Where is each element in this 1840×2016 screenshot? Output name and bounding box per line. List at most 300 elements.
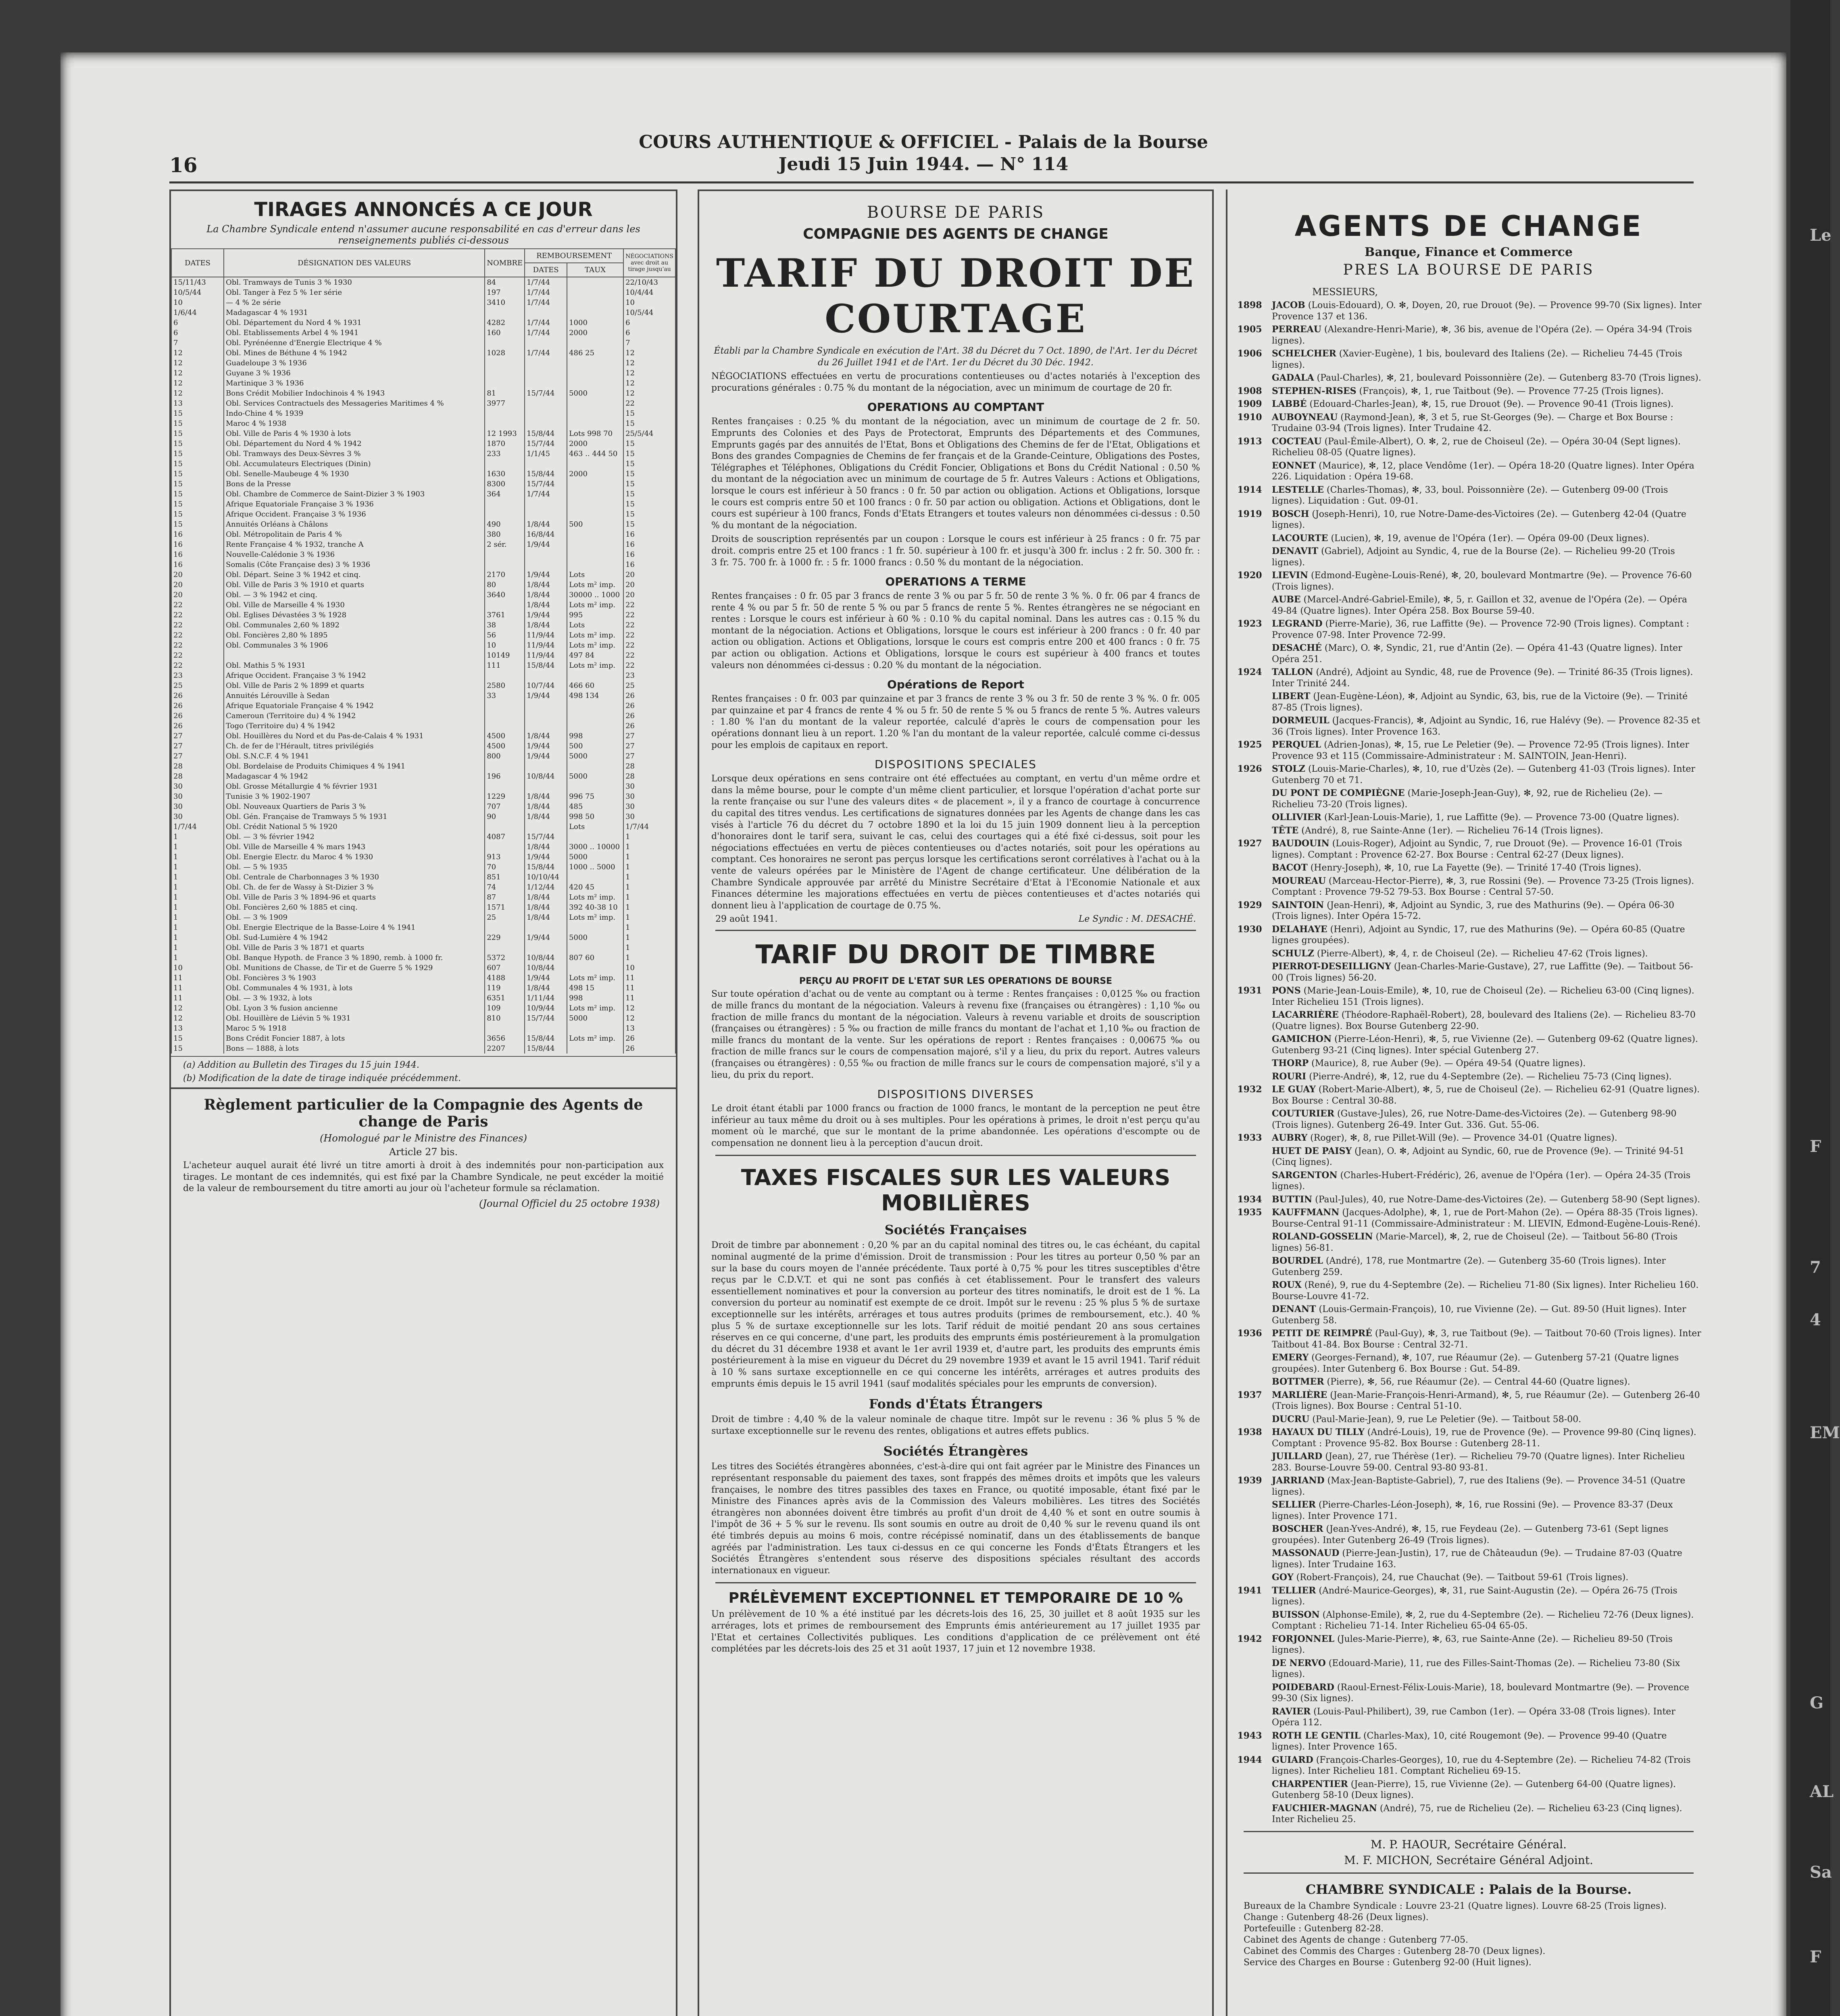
agent-details: (Henry-Joseph), ✻, 10, rue La Fayette (9e). — Trinité 17-40 (Trois lignes).	[1310, 863, 1642, 873]
agent-name: LACARRIÈRE	[1272, 1010, 1339, 1020]
agent-entry	[1227, 1194, 1702, 1206]
table-cell: 23	[623, 671, 675, 681]
agent-details: (Jean), O. ✻, Adjoint au Syndic, 60, rue de Provence (9e). — Trinité 94-51 (Cinq lignes).	[1272, 1146, 1685, 1167]
table-cell: 22	[623, 640, 675, 650]
etr-title: Fonds d'États Étrangers	[869, 1396, 1043, 1412]
table-cell	[525, 419, 567, 429]
agent-entry	[1227, 1207, 1702, 1229]
agent-year	[1227, 1352, 1272, 1375]
courtage-negociations: NÉGOCIATIONS effectuées en vertu de procurations contentieuses ou d'actes notariés à l'exception des procurations générales : 0.75 % du montant de la négociation, avec un minimum de courtage de 20 fr.	[711, 371, 1200, 393]
agent-entry	[1227, 985, 1702, 1008]
tarif-date: 29 août 1941.	[715, 914, 778, 925]
edge-letter: 7	[1810, 1258, 1821, 1277]
agent-details: (Pierre-André), ✻, 12, rue du 4-Septembre (2e). — Richelieu 75-73 (Cinq lignes).	[1309, 1071, 1672, 1082]
table-cell: 1000 .. 5000	[567, 862, 623, 872]
agent-details: (Roger), ✻, 8, rue Pillet-Will (9e). — Provence 34-01 (Quatre lignes).	[1310, 1133, 1617, 1143]
agent-entry	[1227, 1170, 1702, 1192]
agent-entry	[1227, 399, 1702, 410]
agent-details: (Paul-Marie-Jean), 9, rue Le Peletier (9e). — Taitbout 58-00.	[1312, 1414, 1582, 1425]
courtage-title: TARIF DU DROIT DE COURTAGE	[716, 250, 1196, 342]
table-cell: 6	[171, 318, 224, 328]
table-row	[171, 348, 675, 358]
table-cell: 12	[623, 348, 675, 358]
table-cell: 12 1993	[485, 429, 525, 439]
agent-year	[1227, 1779, 1272, 1801]
table-cell: 1	[171, 892, 224, 902]
table-row	[171, 822, 675, 832]
table-cell	[525, 338, 567, 348]
table-cell: Lots m² imp.	[567, 973, 623, 983]
prelevement-title: PRÉLÈVEMENT EXCEPTIONNEL ET TEMPORAIRE DE 10 %	[728, 1590, 1183, 1607]
table-cell	[525, 943, 567, 953]
table-cell: 12	[171, 348, 224, 358]
table-cell: 22	[623, 660, 675, 671]
table-cell: 1/8/44	[525, 902, 567, 912]
table-cell: 56	[485, 630, 525, 640]
agent-year	[1227, 533, 1272, 544]
agent-name: GADALA	[1272, 373, 1314, 383]
table-cell: 16/8/44	[525, 529, 567, 539]
table-cell	[525, 701, 567, 711]
table-row	[171, 368, 675, 378]
table-row	[171, 529, 675, 539]
table-cell: 26	[623, 701, 675, 711]
table-cell: 197	[485, 287, 525, 298]
table-cell: 1	[171, 953, 224, 963]
agent-entry	[1227, 412, 1702, 434]
table-row	[171, 872, 675, 882]
table-cell: 4500	[485, 741, 525, 751]
agent-name: JUILLARD	[1272, 1451, 1323, 1462]
table-cell: 5000	[567, 1013, 623, 1023]
agent-name: STOLZ	[1272, 764, 1305, 774]
table-cell: 12	[623, 1013, 675, 1023]
table-cell	[567, 499, 623, 509]
table-cell: 10	[623, 963, 675, 973]
agent-details: (Pierre), ✻, 56, rue Réaumur (2e). — Central 44-60 (Quatre lignes).	[1327, 1377, 1630, 1387]
table-row	[171, 570, 675, 580]
agent-details: (Jean-Marie-François-Henri-Armand), ✻, 5, rue Réaumur (2e). — Gutenberg 26-40 (Trois lignes). Box Bourse : Central 51-10.	[1272, 1390, 1700, 1411]
table-row	[171, 721, 675, 731]
agent-details: (Jean-Yves-André), ✻, 15, rue Feydeau (2e). — Gutenberg 73-61 (Sept lignes groupées). Inter Gutenberg 26-49 (Trois lignes).	[1272, 1524, 1669, 1545]
table-row	[171, 479, 675, 489]
table-cell: 1/7/44	[525, 318, 567, 328]
table-cell: 12	[171, 388, 224, 398]
agent-name: CHARPENTIER	[1272, 1779, 1348, 1789]
table-cell: Obl. Ch. de fer de Wassy à St-Dizier 3 %	[224, 882, 485, 892]
table-cell: 10/4/44	[623, 287, 675, 298]
table-cell: 15	[623, 479, 675, 489]
table-cell: 490	[485, 519, 525, 529]
agent-year	[1227, 825, 1272, 837]
table-cell: 420 45	[567, 882, 623, 892]
reglement-subtitle: (Homologué par le Ministre des Finances)	[319, 1133, 527, 1144]
agent-details: (Charles-Max), 10, cité Rougemont (9e). — Provence 99-40 (Quatre lignes). Inter Provence 165.	[1272, 1731, 1667, 1752]
agent-name: PIERROT-DESEILLIGNY	[1272, 961, 1391, 972]
agent-details: (Xavier-Eugène), 1 bis, boulevard des Italiens (2e). — Richelieu 74-45 (Trois lignes).	[1272, 349, 1682, 370]
agent-year	[1227, 1500, 1272, 1522]
table-cell: 5000	[567, 388, 623, 398]
table-cell: 2000	[567, 469, 623, 479]
reglement-article: Article 27 bis.	[389, 1146, 458, 1158]
agent-entry	[1227, 1755, 1702, 1777]
table-row	[171, 298, 675, 308]
table-cell: 2170	[485, 570, 525, 580]
agent-details: (Pierre-Charles-Léon-Joseph), ✻, 16, rue Rossini (9e). — Provence 83-37 (Deux lignes). Inter Provence 171.	[1272, 1500, 1673, 1521]
table-row	[171, 378, 675, 388]
table-cell	[525, 368, 567, 378]
agent-year	[1227, 812, 1272, 823]
table-cell: 1/8/44	[525, 892, 567, 902]
agent-details: (Louis-Paul-Philibert), 39, rue Cambon (1er). — Opéra 33-08 (Trois lignes). Inter Opéra 112.	[1272, 1706, 1675, 1728]
table-cell: 497 84	[567, 650, 623, 660]
table-cell: 1/8/44	[525, 912, 567, 923]
agent-details: (André), 178, rue Montmartre (2e). — Gutenberg 35-60 (Trois lignes). Inter Gutenberg 259.	[1272, 1256, 1666, 1277]
agent-year	[1227, 1548, 1272, 1570]
table-cell: 15/7/44	[525, 439, 567, 449]
agent-entry	[1227, 373, 1702, 384]
agent-year	[1227, 876, 1272, 898]
agent-entry	[1227, 812, 1702, 823]
agent-details: (François), ✻, 1, rue Taitbout (9e). — Provence 77-25 (Trois lignes).	[1359, 386, 1664, 396]
agent-name: SARGENTON	[1272, 1170, 1338, 1181]
agent-details: (Jean-Henri), ✻, Adjoint au Syndic, 3, rue des Mathurins (9e). — Opéra 06-30 (Trois lignes). Inter Opéra 15-72.	[1272, 900, 1675, 921]
table-cell: 25	[485, 912, 525, 923]
table-cell: 12	[623, 378, 675, 388]
agent-year: 1944	[1237, 1754, 1262, 1765]
agent-year	[1227, 1280, 1272, 1302]
table-row	[171, 509, 675, 519]
table-cell	[525, 761, 567, 771]
agent-name: EMERY	[1272, 1352, 1309, 1363]
chambre-title: CHAMBRE SYNDICALE : Palais de la Bourse.	[1305, 1881, 1632, 1897]
table-cell: 20	[171, 580, 224, 590]
table-cell: 15	[171, 489, 224, 499]
table-cell: 15/8/44	[525, 469, 567, 479]
prelevement-text: Un prélèvement de 10 % a été institué par les décrets-lois des 16, 25, 30 juillet et 8 août 1935 sur les arrérages, lots et primes de remboursement des Emprunts émis antérieurement au 17 juillet 1935 par l'Etat et certaines Collectivités publiques. Les conditions d'application de ce prélèvement ont été complétées par les décrets-lois des 25 et 31 août 1937, 17 juin et 12 novembre 1938.	[711, 1609, 1200, 1654]
agent-name: OLLIVIER	[1272, 812, 1321, 823]
table-cell: Obl. Energie Electr. du Maroc 4 % 1930	[224, 852, 485, 862]
agent-year	[1227, 1256, 1272, 1278]
table-cell	[224, 650, 485, 660]
agent-details: (Marie-Joseph-Jean-Guy), ✻, 92, rue de Richelieu (2e). — Richelieu 73-20 (Trois lignes).	[1272, 788, 1663, 810]
table-cell: 810	[485, 1013, 525, 1023]
etr-text: Droit de timbre : 4,40 % de la valeur nominale de chaque titre. Impôt sur le revenu : 36 % plus 5 % de surtaxe exceptionnelle sur le revenu des rentes, obligations et autres effets publics.	[711, 1414, 1200, 1436]
table-cell: 1/9/44	[525, 741, 567, 751]
agent-name: LIEVIN	[1272, 570, 1308, 581]
agent-entry	[1227, 460, 1702, 483]
table-cell	[525, 550, 567, 560]
table-cell: 486 25	[567, 348, 623, 358]
agent-details: (Louis-Germain-François), 10, rue Vivienne (2e). — Gut. 89-50 (Huit lignes). Inter Gutenberg 58.	[1272, 1304, 1686, 1326]
col-rdates: DATES	[525, 263, 567, 277]
table-cell: 15	[623, 439, 675, 449]
table-cell: Bons de la Presse	[224, 479, 485, 489]
table-row	[171, 419, 675, 429]
table-cell	[567, 963, 623, 973]
agent-name: GOY	[1272, 1572, 1294, 1583]
table-cell: 6	[623, 328, 675, 338]
table-cell: 1	[623, 892, 675, 902]
table-cell: Obl. Nouveaux Quartiers de Paris 3 %	[224, 802, 485, 812]
table-cell: 16	[623, 539, 675, 550]
table-cell	[485, 761, 525, 771]
table-row	[171, 671, 675, 681]
soc-etr-title: Sociétés Étrangères	[883, 1443, 1028, 1459]
table-cell: 5000	[567, 852, 623, 862]
agent-details: (Théodore-Raphaël-Robert), 28, boulevard des Italiens (2e). — Richelieu 83-70 (Quatre lignes). Box Bourse Gutenberg 22-90.	[1272, 1010, 1696, 1031]
report-text: Rentes françaises : 0 fr. 003 par quinzaine et par 3 francs de rente 3 % ou 3 fr. 50 de rente 3 % %. 0 fr. 005 par quinzaine et par 4 francs de rente 4 % ou 5 fr. 50 de rente 5 % ou 5 francs de rente 5 %. Autres valeurs : 1.80 % l'an du montant de la valeur reportée, calculé d'après le cours de compensation pour les opérations donnant lieu à un report. 1.20 % l'an du montant de la valeur reportée, calculé comme ci-dessus pour les emplois de capitaux en report.	[711, 694, 1200, 750]
table-cell: 10/8/44	[525, 953, 567, 963]
table-cell: 233	[485, 449, 525, 459]
agent-details: (Jean-Pierre), 15, rue Vivienne (2e). — Gutenberg 64-00 (Quatre lignes). Gutenberg 58-10 (Deux lignes).	[1272, 1779, 1676, 1800]
table-cell: Somalis (Côte Française des) 3 % 1936	[224, 560, 485, 570]
table-cell: 15	[171, 469, 224, 479]
table-row	[171, 459, 675, 469]
table-cell: 23	[171, 671, 224, 681]
table-cell	[567, 509, 623, 519]
edge-letter: Le	[1810, 226, 1832, 245]
agent-details: (Louis-Edouard), O. ✻, Doyen, 20, rue Drouot (9e). — Provence 99-70 (Six lignes). Inter Provence 137 et 136.	[1272, 300, 1702, 322]
agent-entry	[1227, 1572, 1702, 1583]
table-cell: 4188	[485, 973, 525, 983]
table-cell: Obl. Houillère de Liévin 5 % 1931	[224, 1013, 485, 1023]
report-title: Opérations de Report	[887, 678, 1024, 691]
agent-year: 1936	[1237, 1328, 1262, 1339]
agent-entry	[1227, 1328, 1702, 1350]
agent-entry	[1227, 1133, 1702, 1144]
table-cell: 26	[171, 691, 224, 701]
table-row	[171, 741, 675, 751]
table-cell: Obl. Foncières 3 % 1903	[224, 973, 485, 983]
agent-year	[1227, 1658, 1272, 1680]
agent-name: COUTURIER	[1272, 1108, 1335, 1119]
agent-entry	[1227, 862, 1702, 874]
fr-text: Droit de timbre par abonnement : 0,20 % par an du capital nominal des titres ou, le cas échéant, du capital nominal augmenté de la prime d'émission. Droit de transmission : Pour les titres au porteur 0,50 % par an sur la base du cours moyen de l'année précédente. Taux porté à 0,75 % pour les titres susceptibles d'être reçus par le C.D.V.T. et qui ne sont pas confiés à cet établissement. Pour le transfert des valeurs essentiellement nominatives et pour la conversion au porteur des titres nominatifs, le droit est de 1 %. La conversion du porteur au nominatif est exempte de ce droit. Impôt sur le revenu : 25 % plus 5 % de surtaxe exceptionnelle sur les intérêts, arrérages et tous autres produits (primes de remboursement, etc.). 40 % plus 5 % de surtaxe exceptionnelle sur les lots. Tarif réduit de moitié pendant 20 ans sous certaines réserves en ce qui concerne, d'une part, les produits des emprunts émis postérieurement à la promulgation du décret du 31 décembre 1938 et avant le 1er avril 1939 et, d'autre part, les produits des emprunts émis postérieurement à la mise en vigueur du Décret du 29 novembre 1939 et avant le 15 avril 1941. Tarif réduit à 10 % sans surtaxe exceptionnelle en ce qui concerne les intérêts, arrérages et autres produits des emprunts émis depuis le 15 avril 1941 (sauf modalités spéciales pour les emprunts de conversion).	[711, 1240, 1200, 1389]
agent-name: DUCRU	[1272, 1414, 1310, 1425]
table-cell: 16	[171, 529, 224, 539]
fr-title: Sociétés Françaises	[884, 1222, 1027, 1238]
agent-details: (Paul-Émile-Albert), O. ✻, 2, rue de Choiseul (2e). — Opéra 30-04 (Sept lignes). Richelieu 08-05 (Quatre lignes).	[1272, 436, 1681, 458]
agent-name: LE GUAY	[1272, 1084, 1316, 1095]
table-cell: 10/8/44	[525, 963, 567, 973]
agent-entry	[1227, 948, 1702, 960]
table-cell: Obl. Bordelaise de Produits Chimiques 4 % 1941	[224, 761, 485, 771]
table-cell	[525, 671, 567, 681]
agent-name: MOUREAU	[1272, 875, 1326, 886]
terme-title: OPERATIONS A TERME	[885, 575, 1026, 589]
agent-details: (André-Louis), 19, rue de Provence (9e). — Provence 99-80 (Cinq lignes). Comptant : Provence 95-82. Box Bourse : Gutenberg 28-11.	[1272, 1427, 1696, 1449]
table-cell: Obl. Houillères du Nord et du Pas-de-Calais 4 % 1931	[224, 731, 485, 741]
table-cell: 1028	[485, 348, 525, 358]
agent-name: SAINTOIN	[1272, 900, 1324, 910]
terme-text: Rentes françaises : 0 fr. 05 par 3 francs de rente 3 % ou par 5 fr. 50 de rente 3 % %. 0 fr. 06 par 4 francs de rente 4 % ou par 5 fr. 50 de rente 5 % ou par 5 francs de rente 5 %. Rentes étrangères ne se négociant en rentes : Lorsque le cours est inférieur à 60 % : 0.10 % du capital nominal. Dans les autres cas : 0.15 % du montant de la négociation. Actions et Obligations, lorsque le cours est inférieur à 200 francs : 0 fr. 40 par action ou obligation. Actions et Obligations, lorsque le cours est compris entre 200 et 400 francs : 0 fr. 75 par action ou obligation. Actions et Obligations, lorsque le cours est supérieur à 400 francs et toutes valeurs non dénommées ci-dessus : 0.20 % du montant de la négociation.	[711, 591, 1200, 671]
table-cell: 20	[171, 590, 224, 600]
speciales-title: DISPOSITIONS SPECIALES	[875, 758, 1037, 771]
agent-name: DE NERVO	[1272, 1658, 1326, 1668]
table-cell: Bons Crédit Foncier 1887, à lots	[224, 1033, 485, 1043]
table-cell: 87	[485, 892, 525, 902]
table-row	[171, 398, 675, 408]
table-cell: 1/7/44	[171, 822, 224, 832]
table-cell: 22	[623, 600, 675, 610]
agent-year	[1227, 1108, 1272, 1131]
agent-details: (Louis-Marie-Charles), ✻, 10, rue d'Uzès (2e). — Gutenberg 41-03 (Trois lignes). Inter Gutenberg 70 et 71.	[1272, 764, 1696, 785]
table-cell	[567, 489, 623, 499]
note-a: (a) Addition au Bulletin des Tirages du 15 juin 1944.	[183, 1060, 419, 1070]
agent-year: 1938	[1237, 1427, 1262, 1437]
table-row	[171, 640, 675, 650]
table-cell: 11	[623, 973, 675, 983]
table-cell: 30	[623, 791, 675, 802]
table-cell	[567, 338, 623, 348]
agent-name: TELLIER	[1272, 1585, 1316, 1596]
agent-entry	[1227, 436, 1702, 458]
table-cell: 1	[171, 882, 224, 892]
table-cell	[567, 479, 623, 489]
agent-details: (Jean), 27, rue Thérèse (1er). — Richelieu 79-70 (Quatre lignes). Inter Richelieu 283. Bourse-Louvre 59-00. Central 93-80 93-81.	[1272, 1452, 1685, 1473]
table-row	[171, 963, 675, 973]
table-row	[171, 691, 675, 701]
table-row	[171, 882, 675, 892]
table-cell	[525, 1023, 567, 1033]
agent-details: (Pierre-Jean-Justin), 17, rue de Châteaudun (9e). — Trudaine 87-03 (Quatre lignes). Inter Trudaine 163.	[1272, 1548, 1682, 1570]
table-cell	[567, 368, 623, 378]
agent-year	[1227, 1706, 1272, 1729]
table-cell: Obl. Tramways des Deux-Sèvres 3 %	[224, 449, 485, 459]
table-cell: 12	[171, 378, 224, 388]
agent-details: (Edouard-Charles-Jean), ✻, 15, rue Drouot (9e). — Provence 90-41 (Trois lignes).	[1309, 399, 1674, 409]
table-cell: 22	[623, 620, 675, 630]
table-cell: 1/9/44	[525, 852, 567, 862]
agent-name: LEGRAND	[1272, 619, 1323, 629]
agent-year	[1227, 594, 1272, 616]
agent-name: DORMEUIL	[1272, 715, 1329, 726]
chambre-line: Change : Gutenberg 48-26 (Deux lignes).	[1244, 1912, 1429, 1922]
table-cell: 1	[623, 882, 675, 892]
table-cell: Lots m² imp.	[567, 600, 623, 610]
table-cell: Obl. Senelle-Maubeuge 4 % 1930	[224, 469, 485, 479]
table-cell: Lots m² imp.	[567, 630, 623, 640]
chambre-line: Portefeuille : Gutenberg 82-28.	[1244, 1923, 1384, 1934]
table-cell: 10/7/44	[525, 681, 567, 691]
agent-year: 1920	[1237, 570, 1262, 581]
header-date: Jeudi 15 Juin 1944. — N° 114	[778, 154, 1069, 175]
agent-year: 1914	[1237, 484, 1262, 495]
table-cell: 1229	[485, 791, 525, 802]
table-cell	[567, 872, 623, 882]
table-row	[171, 953, 675, 963]
agent-year: 1906	[1237, 348, 1262, 359]
table-cell: 1	[623, 902, 675, 912]
table-cell: Togo (Territoire du) 4 % 1942	[224, 721, 485, 731]
table-row	[171, 781, 675, 791]
table-cell: 27	[171, 741, 224, 751]
table-cell: 80	[485, 580, 525, 590]
table-row	[171, 650, 675, 660]
table-cell: Obl. Département du Nord 4 % 1931	[224, 318, 485, 328]
chambre-line: Cabinet des Commis des Charges : Gutenberg 28-70 (Deux lignes).	[1244, 1946, 1546, 1956]
table-cell: 1	[623, 852, 675, 862]
agent-entry	[1227, 1524, 1702, 1546]
table-cell: Obl. Ville de Marseille 4 % 1930	[224, 600, 485, 610]
agent-name: SCHULZ	[1272, 948, 1314, 959]
table-cell	[485, 338, 525, 348]
agent-name: LABBÉ	[1272, 399, 1307, 409]
table-cell: 1	[623, 933, 675, 943]
table-cell: 12	[171, 1003, 224, 1013]
agent-name: RAVIER	[1272, 1706, 1311, 1717]
table-row	[171, 862, 675, 872]
agent-name: THORP	[1272, 1058, 1309, 1068]
messieurs-label: MESSIEURS,	[1312, 286, 1378, 298]
table-cell: 15/8/44	[525, 660, 567, 671]
table-cell: 22	[623, 630, 675, 640]
agent-entry	[1227, 1451, 1702, 1473]
agent-year: 1931	[1237, 985, 1262, 996]
agent-entry	[1227, 1548, 1702, 1570]
table-cell: Obl. — 3 % 1932, à lots	[224, 993, 485, 1003]
agent-entry	[1227, 300, 1702, 322]
table-cell: 1	[623, 832, 675, 842]
agent-details: (Paul-Charles), ✻, 21, boulevard Poissonnière (2e). — Gutenberg 83-70 (Trois lignes).	[1317, 373, 1701, 383]
tarif-syndic: Le Syndic : M. DESACHÉ.	[1078, 914, 1196, 925]
table-row	[171, 993, 675, 1003]
table-row	[171, 681, 675, 691]
table-cell: 1/9/44	[525, 751, 567, 761]
agent-year	[1227, 1010, 1272, 1032]
table-cell: 500	[567, 741, 623, 751]
top-rule	[169, 181, 1694, 183]
table-cell: Obl. Communales 3 % 1906	[224, 640, 485, 650]
table-cell	[567, 721, 623, 731]
table-cell: 1/1/45	[525, 449, 567, 459]
table-cell: 15	[171, 419, 224, 429]
agent-entry	[1227, 825, 1702, 837]
table-cell: 22	[623, 398, 675, 408]
agent-name: LESTELLE	[1272, 484, 1324, 495]
agent-year: 1919	[1237, 508, 1262, 519]
table-cell: 1/8/44	[525, 791, 567, 802]
table-cell: 1	[171, 912, 224, 923]
table-cell: Lots m² imp.	[567, 660, 623, 671]
table-cell: 119	[485, 983, 525, 993]
table-cell: 1	[623, 862, 675, 872]
table-cell: 1/7/44	[623, 822, 675, 832]
agent-entry	[1227, 1352, 1702, 1375]
table-cell: Cameroun (Territoire du) 4 % 1942	[224, 711, 485, 721]
table-cell: Obl. Ville de Paris 3 % 1910 et quarts	[224, 580, 485, 590]
agent-entry	[1227, 691, 1702, 713]
table-cell: 1	[623, 842, 675, 852]
table-cell	[525, 398, 567, 408]
agent-year	[1227, 948, 1272, 960]
table-cell: Lots m² imp.	[567, 1033, 623, 1043]
timbre-text: Sur toute opération d'achat ou de vente au comptant ou à terme : Rentes françaises : 0,0125 ‰ ou fraction de mille francs du montant de la négociation. Valeurs à revenu fixe (françaises ou étrangères) : 1,10 ‰ ou fraction de mille francs du montant de la négociation. Valeurs à revenu variable et droits de souscription (françaises ou étrangères) : 5 ‰ ou fraction de mille francs du montant de l'achat et 1,10 ‰ ou fraction de mille francs du montant de la vente. Sur les opérations de report : Rentes françaises : 0,00675 ‰ ou fraction de mille francs sur le cours de compensation majoré, s'il y a lieu, du prix du report. Autres valeurs (françaises ou étrangères) : 0,55 ‰ ou fraction de mille francs sur le cours de compensation majoré, s'il y a lieu, du prix du report.	[711, 989, 1200, 1080]
agent-year: 1932	[1237, 1084, 1262, 1095]
table-cell: Obl. S.N.C.F. 4 % 1941	[224, 751, 485, 761]
table-cell	[485, 842, 525, 852]
table-row	[171, 519, 675, 529]
table-cell: 1	[171, 842, 224, 852]
agent-year	[1227, 1071, 1272, 1083]
agent-year	[1227, 373, 1272, 384]
table-cell: 26	[623, 711, 675, 721]
table-cell: 1/8/44	[525, 620, 567, 630]
agent-name: DESACHÉ	[1272, 643, 1322, 653]
table-row	[171, 287, 675, 298]
table-cell: 13	[623, 1023, 675, 1033]
